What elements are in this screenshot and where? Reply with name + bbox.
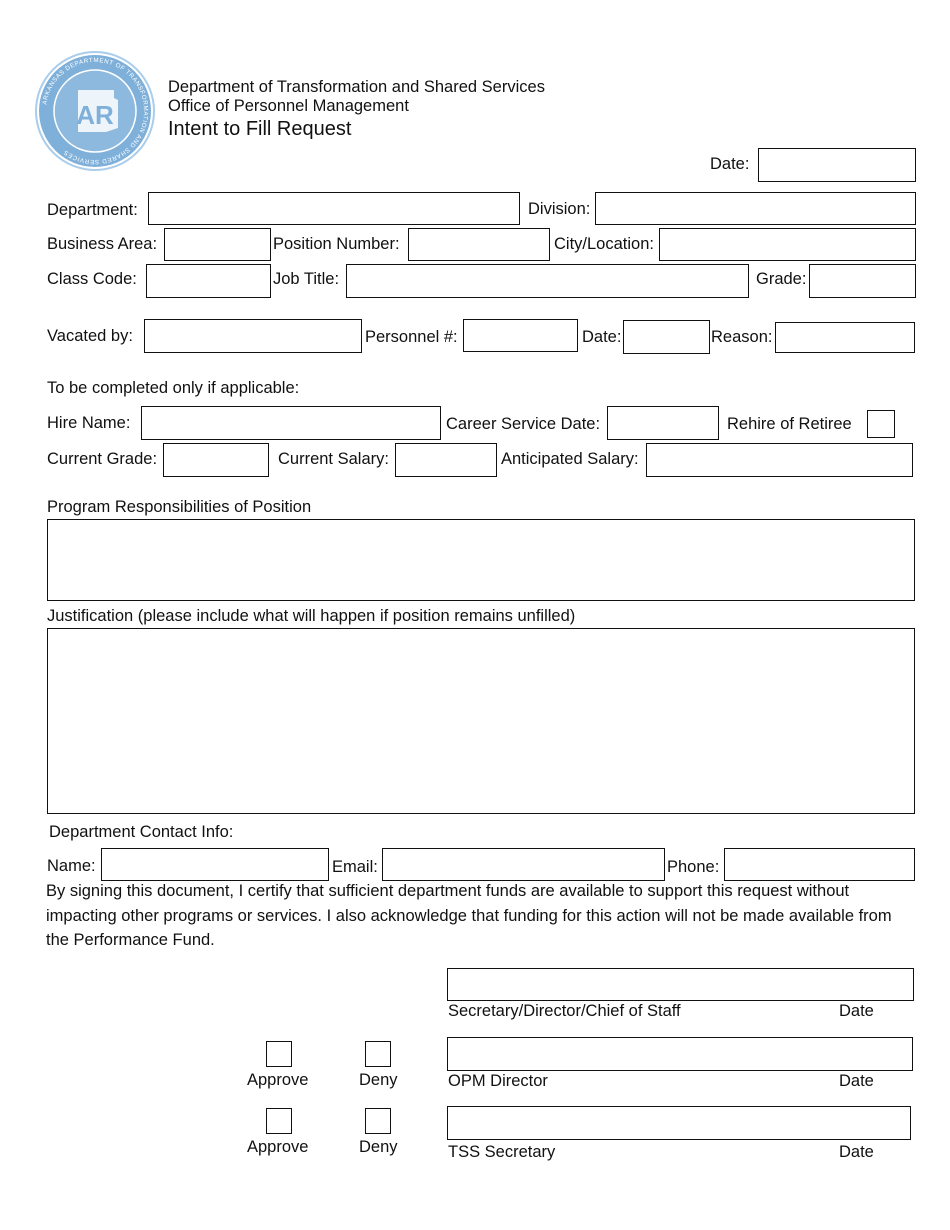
contact-email-label: Email: xyxy=(332,858,378,876)
tss-deny-label: Deny xyxy=(359,1138,398,1156)
career-service-date-label: Career Service Date: xyxy=(446,415,601,433)
secretary-date-label: Date xyxy=(839,1002,874,1020)
current-grade-label: Current Grade: xyxy=(47,450,158,468)
grade-label: Grade: xyxy=(756,270,807,288)
form-title: Intent to Fill Request xyxy=(168,118,352,140)
tss-secretary-signature-field[interactable] xyxy=(447,1106,911,1140)
justification-label: Justification (please include what will happen if position remains unfilled) xyxy=(47,607,576,625)
current-salary-label: Current Salary: xyxy=(278,450,389,468)
opm-deny-checkbox[interactable] xyxy=(365,1041,391,1067)
certification-statement: By signing this document, I certify that sufficient department funds are available to support this request without impacting other programs or services. I also acknowledge that funding for this action will not be made available from the Performance Fund. xyxy=(46,882,892,949)
grade-field[interactable] xyxy=(809,264,916,298)
program-responsibilities-field[interactable] xyxy=(47,519,915,601)
division-label: Division: xyxy=(528,200,591,218)
class-code-field[interactable] xyxy=(146,264,271,298)
header-office: Office of Personnel Management xyxy=(168,97,409,115)
business-area-label: Business Area: xyxy=(47,235,158,253)
reason-field[interactable] xyxy=(775,322,915,353)
opm-approve-checkbox[interactable] xyxy=(266,1041,292,1067)
secretary-signature-field[interactable] xyxy=(447,968,914,1001)
division-field[interactable] xyxy=(595,192,916,225)
vacated-date-label: Date: xyxy=(582,328,622,346)
city-location-label: City/Location: xyxy=(554,235,654,253)
tss-approve-checkbox[interactable] xyxy=(266,1108,292,1134)
hire-name-label: Hire Name: xyxy=(47,414,131,432)
opm-director-signature-field[interactable] xyxy=(447,1037,913,1071)
position-number-field[interactable] xyxy=(408,228,550,261)
contact-name-label: Name: xyxy=(47,857,96,875)
opm-director-label: OPM Director xyxy=(448,1072,548,1090)
position-number-label: Position Number: xyxy=(273,235,400,253)
contact-phone-field[interactable] xyxy=(724,848,915,881)
vacated-by-field[interactable] xyxy=(144,319,362,353)
date-field[interactable] xyxy=(758,148,916,182)
personnel-num-label: Personnel #: xyxy=(365,328,458,346)
secretary-signature-label: Secretary/Director/Chief of Staff xyxy=(448,1002,681,1020)
rehire-of-retiree-checkbox[interactable] xyxy=(867,410,895,438)
date-label: Date: xyxy=(710,155,750,173)
city-location-field[interactable] xyxy=(659,228,916,261)
contact-info-label: Department Contact Info: xyxy=(49,823,234,841)
tss-deny-checkbox[interactable] xyxy=(365,1108,391,1134)
contact-email-field[interactable] xyxy=(382,848,665,881)
opm-deny-label: Deny xyxy=(359,1071,398,1089)
career-service-date-field[interactable] xyxy=(607,406,719,440)
job-title-label: Job Title: xyxy=(273,270,340,288)
opm-approve-label: Approve xyxy=(247,1071,309,1089)
if-applicable-note: To be completed only if applicable: xyxy=(47,379,300,397)
department-label: Department: xyxy=(47,201,138,219)
vacated-date-field[interactable] xyxy=(623,320,710,354)
reason-label: Reason: xyxy=(711,328,773,346)
class-code-label: Class Code: xyxy=(47,270,137,288)
hire-name-field[interactable] xyxy=(141,406,441,440)
job-title-field[interactable] xyxy=(346,264,749,298)
business-area-field[interactable] xyxy=(164,228,271,261)
anticipated-salary-field[interactable] xyxy=(646,443,913,477)
seal-monogram: AR xyxy=(76,100,114,130)
program-responsibilities-label: Program Responsibilities of Position xyxy=(47,498,312,516)
opm-date-label: Date xyxy=(839,1072,874,1090)
personnel-num-field[interactable] xyxy=(463,319,578,352)
tss-approve-label: Approve xyxy=(247,1138,309,1156)
anticipated-salary-label: Anticipated Salary: xyxy=(501,450,639,468)
tss-secretary-label: TSS Secretary xyxy=(448,1143,556,1161)
tss-date-label: Date xyxy=(839,1143,874,1161)
header-department: Department of Transformation and Shared Services xyxy=(168,78,545,96)
contact-name-field[interactable] xyxy=(101,848,329,881)
rehire-of-retiree-label: Rehire of Retiree xyxy=(727,415,852,433)
justification-field[interactable] xyxy=(47,628,915,814)
current-salary-field[interactable] xyxy=(395,443,497,477)
vacated-by-label: Vacated by: xyxy=(47,327,133,345)
department-field[interactable] xyxy=(148,192,520,225)
department-seal xyxy=(34,50,156,172)
current-grade-field[interactable] xyxy=(163,443,269,477)
seal-text: ARKANSAS DEPARTMENT OF TRANSFORMATION AND SHARED SERVICES xyxy=(41,56,150,166)
contact-phone-label: Phone: xyxy=(667,858,720,876)
